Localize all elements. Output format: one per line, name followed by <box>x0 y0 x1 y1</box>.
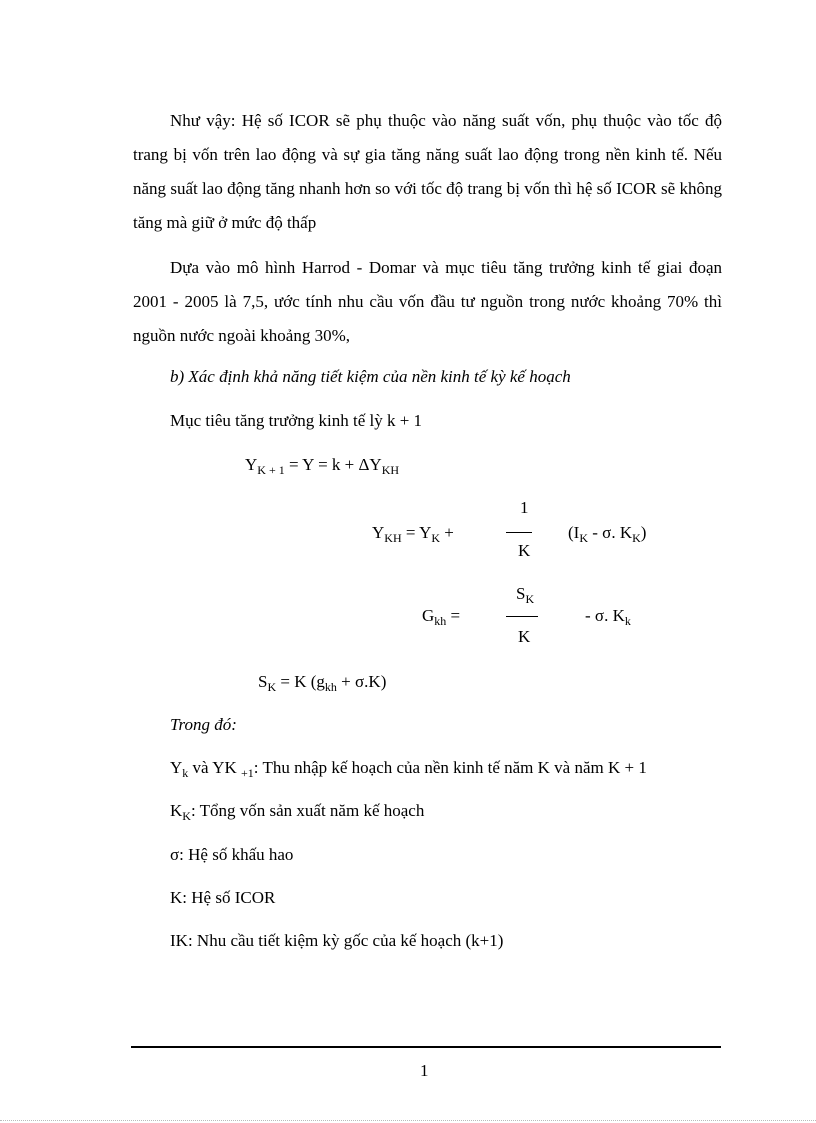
formula-s-k: $S_K = K$ $(g_{kh} + \sigma.K)$ <box>258 672 387 694</box>
fraction-numerator: 1 <box>520 498 529 517</box>
formula-y-k-plus-1: $Y_{K + 1} = Y = k + \Delta Y_{KH}$ <box>245 455 400 477</box>
page-bottom-border <box>0 1120 816 1121</box>
fraction-line <box>506 616 538 617</box>
fraction-denominator: K <box>518 541 531 560</box>
paragraph-harrod-domar <box>133 251 722 353</box>
fraction-denominator: K <box>518 627 531 646</box>
definition-ik: IK: Nhu cầu tiết kiệm kỳ gốc của kế hoạch (k+1) <box>170 931 504 950</box>
fraction-numerator: $S_K$ <box>516 584 535 606</box>
paragraph-icor-text: Như vậy: Hệ số ICOR sẽ phụ thuộc vào năng suất vốn, phụ thuộc vào tốc độ trang bị vốn trên lao động và sự gia tăng năng suất lao động trong nền kinh tế. Nếu năng suất lao động tăng nhanh hơn so với tốc độ trang bị vốn thì hệ số ICOR sẽ không tăng mà giữ ở mức độ thấp <box>133 111 722 232</box>
fraction-line <box>506 532 532 533</box>
definition-sigma: σ: Hệ số khấu hao <box>170 845 294 864</box>
page-number: 1 <box>420 1061 429 1080</box>
paragraph-icor <box>133 104 722 240</box>
definition-k-k: $K_K$: Tổng vốn sản xuất năm kế hoạch <box>170 801 425 823</box>
where-label: Trong đó: <box>170 715 237 734</box>
section-heading: b) Xác định khả năng tiết kiệm của nền kinh tế kỳ kế hoạch <box>170 367 571 386</box>
definition-icor: K: Hệ số ICOR <box>170 888 276 907</box>
paragraph-harrod-domar-text: Dựa vào mô hình Harrod - Domar và mục tiêu tăng trưởng kinh tế giai đoạn 2001 - 2005 là 7,5, ước tính nhu cầu vốn đầu tư nguồn trong nước khoảng 70% thì nguồn nước ngoài khoảng 30%, <box>133 258 722 345</box>
definition-y: $Y_k$ và YK $_{+1}$: Thu nhập kế hoạch của nền kinh tế năm K và năm K + 1 <box>170 758 647 780</box>
footer-rule <box>131 1046 721 1048</box>
target-line: Mục tiêu tăng trưởng kinh tế lỳ k + 1 <box>170 411 423 430</box>
